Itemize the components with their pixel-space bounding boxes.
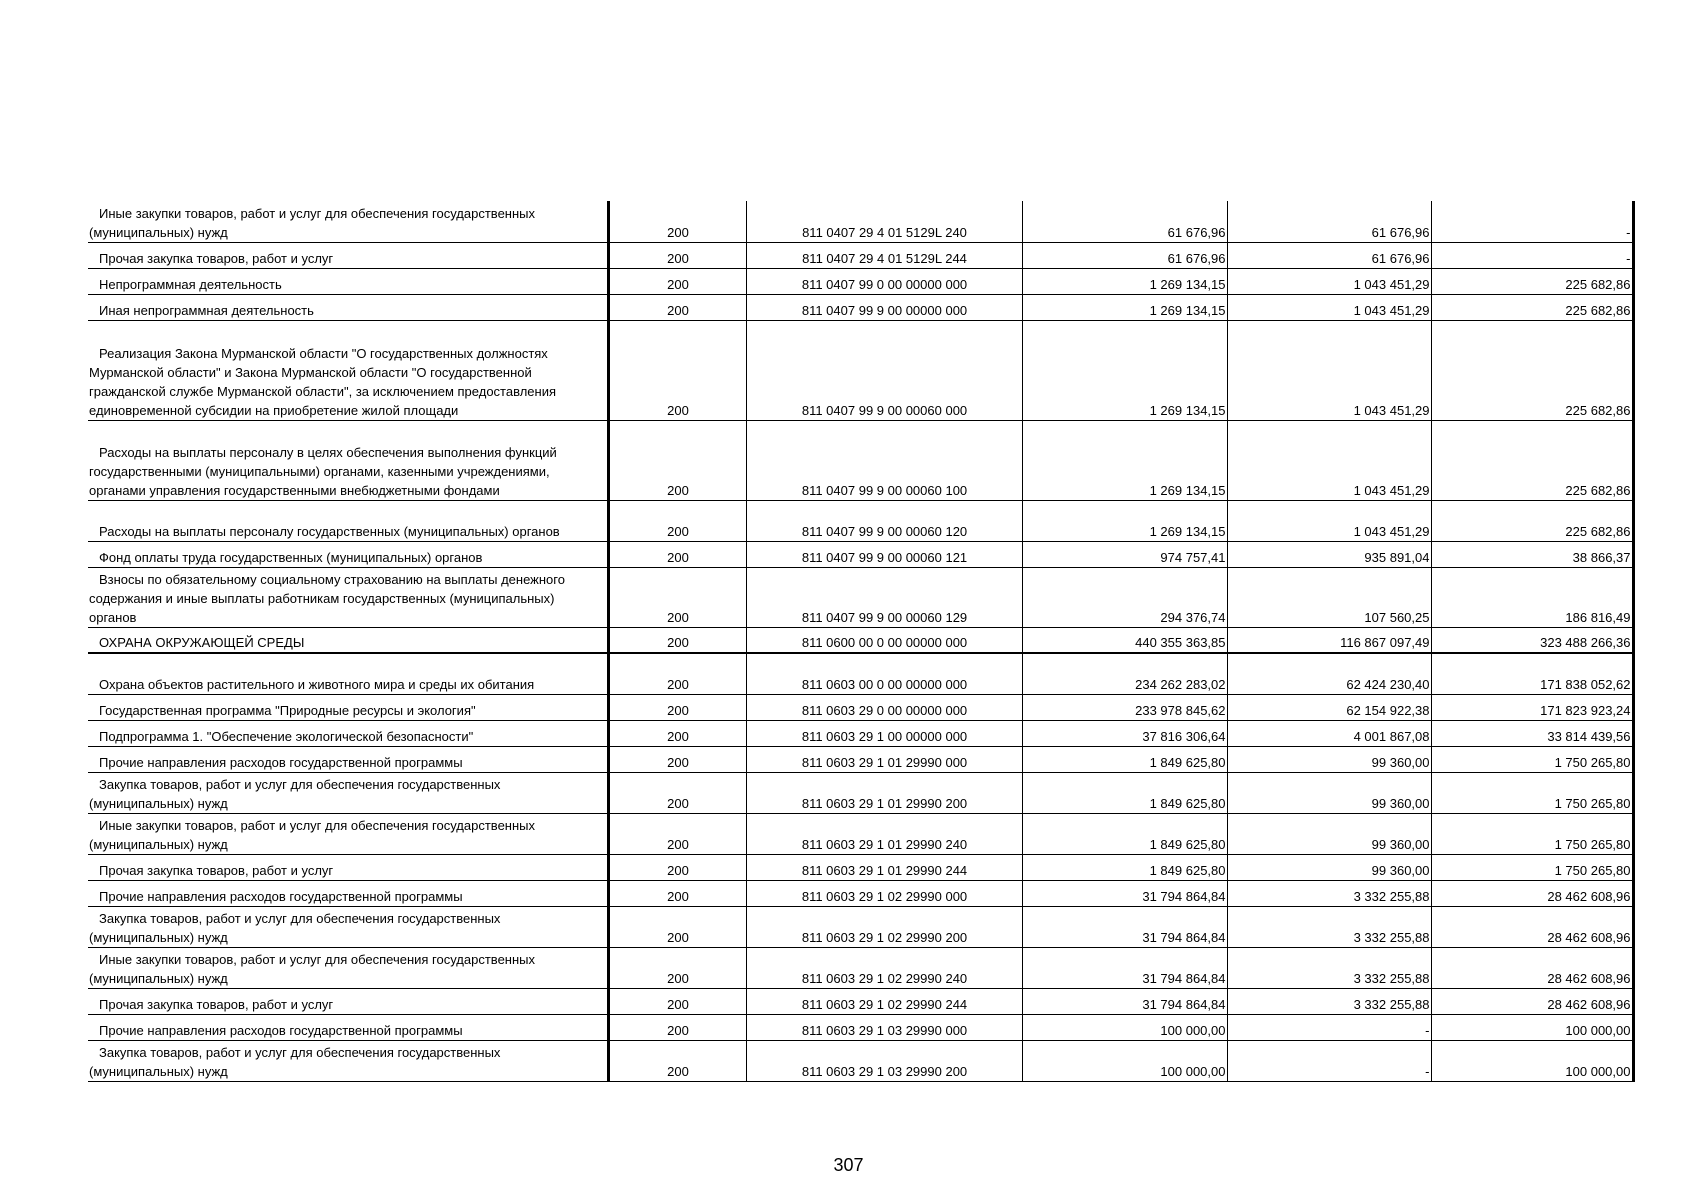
row-remaining-amount: 1 750 265,80 [1431,746,1633,772]
row-name: Закупка товаров, работ и услуг для обеспечения государственных (муниципальных) нужд [88,906,608,947]
row-classification-code: 811 0603 29 1 03 29990 200 [746,1040,1022,1081]
row-executed-amount: 99 360,00 [1227,746,1431,772]
row-name: Иные закупки товаров, работ и услуг для обеспечения государственных (муниципальных) нужд [88,201,608,242]
table-row [88,746,1633,772]
row-executed-amount: 116 867 097,49 [1227,627,1431,653]
row-name: Прочие направления расходов государственной программы [88,746,608,772]
row-remaining-amount: 28 462 608,96 [1431,947,1633,988]
row-name: Закупка товаров, работ и услуг для обеспечения государственных (муниципальных) нужд [88,1040,608,1081]
row-type-code: 200 [608,988,746,1014]
row-type-code: 200 [608,694,746,720]
row-type-code: 200 [608,294,746,320]
row-remaining-amount: 225 682,86 [1431,320,1633,420]
row-type-code: 200 [608,854,746,880]
table-row [88,653,1633,694]
row-approved-amount: 31 794 864,84 [1022,906,1227,947]
row-classification-code: 811 0407 29 4 01 5129L 244 [746,242,1022,268]
row-name: Иные закупки товаров, работ и услуг для обеспечения государственных (муниципальных) нужд [88,947,608,988]
row-type-code: 200 [608,1040,746,1081]
row-approved-amount: 233 978 845,62 [1022,694,1227,720]
row-type-code: 200 [608,201,746,242]
row-name: Расходы на выплаты персоналу государственных (муниципальных) органов [88,500,608,541]
row-approved-amount: 100 000,00 [1022,1014,1227,1040]
row-executed-amount: 99 360,00 [1227,772,1431,813]
table-row [88,1014,1633,1040]
row-classification-code: 811 0407 99 9 00 00060 129 [746,567,1022,627]
row-executed-amount: 1 043 451,29 [1227,420,1431,500]
row-classification-code: 811 0603 29 1 02 29990 000 [746,880,1022,906]
page-number: 307 [833,1155,864,1175]
row-classification-code: 811 0407 99 0 00 00000 000 [746,268,1022,294]
row-name: Закупка товаров, работ и услуг для обеспечения государственных (муниципальных) нужд [88,772,608,813]
row-remaining-amount: 323 488 266,36 [1431,627,1633,653]
row-classification-code: 811 0603 29 1 01 29990 244 [746,854,1022,880]
row-remaining-amount: - [1431,242,1633,268]
table-row [88,772,1633,813]
table-row [88,694,1633,720]
row-approved-amount: 974 757,41 [1022,541,1227,567]
row-approved-amount: 31 794 864,84 [1022,880,1227,906]
row-approved-amount: 1 269 134,15 [1022,294,1227,320]
row-approved-amount: 37 816 306,64 [1022,720,1227,746]
row-name: Расходы на выплаты персоналу в целях обеспечения выполнения функций государственными (муниципальными) органами, казенными учреждениями, органами управления государственными внебюджетными фондами [88,420,608,500]
table-row [88,541,1633,567]
row-type-code: 200 [608,746,746,772]
table-row [88,567,1633,627]
row-remaining-amount: 171 823 923,24 [1431,694,1633,720]
row-remaining-amount: 225 682,86 [1431,294,1633,320]
table-row [88,988,1633,1014]
row-remaining-amount: 1 750 265,80 [1431,813,1633,854]
row-remaining-amount: 225 682,86 [1431,500,1633,541]
table-row [88,627,1633,653]
row-classification-code: 811 0407 99 9 00 00060 100 [746,420,1022,500]
row-remaining-amount: 225 682,86 [1431,420,1633,500]
table-row [88,880,1633,906]
row-approved-amount: 294 376,74 [1022,567,1227,627]
row-classification-code: 811 0603 29 1 02 29990 244 [746,988,1022,1014]
row-executed-amount: 935 891,04 [1227,541,1431,567]
row-type-code: 200 [608,268,746,294]
table-row [88,268,1633,294]
row-approved-amount: 100 000,00 [1022,1040,1227,1081]
row-executed-amount: - [1227,1040,1431,1081]
row-executed-amount: - [1227,1014,1431,1040]
row-remaining-amount: 38 866,37 [1431,541,1633,567]
row-classification-code: 811 0603 29 1 01 29990 200 [746,772,1022,813]
row-executed-amount: 62 424 230,40 [1227,653,1431,694]
row-classification-code: 811 0603 29 1 02 29990 240 [746,947,1022,988]
row-type-code: 200 [608,627,746,653]
table-row [88,947,1633,988]
row-approved-amount: 61 676,96 [1022,201,1227,242]
row-type-code: 200 [608,567,746,627]
row-name: Иная непрограммная деятельность [88,294,608,320]
row-approved-amount: 1 849 625,80 [1022,746,1227,772]
row-type-code: 200 [608,653,746,694]
row-executed-amount: 3 332 255,88 [1227,988,1431,1014]
row-remaining-amount: 171 838 052,62 [1431,653,1633,694]
row-type-code: 200 [608,420,746,500]
row-name: Непрограммная деятельность [88,268,608,294]
row-executed-amount: 3 332 255,88 [1227,947,1431,988]
row-executed-amount: 1 043 451,29 [1227,500,1431,541]
row-executed-amount: 61 676,96 [1227,242,1431,268]
row-approved-amount: 1 849 625,80 [1022,772,1227,813]
table-row [88,320,1633,420]
table-row [88,500,1633,541]
row-remaining-amount: 100 000,00 [1431,1014,1633,1040]
row-approved-amount: 1 269 134,15 [1022,500,1227,541]
row-name: Государственная программа "Природные ресурсы и экология" [88,694,608,720]
row-name: Охрана объектов растительного и животного мира и среды их обитания [88,653,608,694]
row-name: Прочая закупка товаров, работ и услуг [88,242,608,268]
row-name: Прочие направления расходов государственной программы [88,1014,608,1040]
row-approved-amount: 1 269 134,15 [1022,320,1227,420]
row-type-code: 200 [608,320,746,420]
row-executed-amount: 4 001 867,08 [1227,720,1431,746]
row-remaining-amount: 28 462 608,96 [1431,906,1633,947]
row-executed-amount: 107 560,25 [1227,567,1431,627]
row-classification-code: 811 0407 99 9 00 00060 120 [746,500,1022,541]
row-approved-amount: 31 794 864,84 [1022,947,1227,988]
row-remaining-amount: 1 750 265,80 [1431,854,1633,880]
row-approved-amount: 1 269 134,15 [1022,268,1227,294]
row-remaining-amount: - [1431,201,1633,242]
row-approved-amount: 1 849 625,80 [1022,854,1227,880]
table-row [88,813,1633,854]
row-classification-code: 811 0407 99 9 00 00060 000 [746,320,1022,420]
row-executed-amount: 1 043 451,29 [1227,320,1431,420]
row-name: Прочая закупка товаров, работ и услуг [88,854,608,880]
row-name: Взносы по обязательному социальному страхованию на выплаты денежного содержания и иные выплаты работникам государственных (муниципальных) органов [88,567,608,627]
row-executed-amount: 99 360,00 [1227,813,1431,854]
row-remaining-amount: 225 682,86 [1431,268,1633,294]
table-row [88,420,1633,500]
row-classification-code: 811 0603 29 1 03 29990 000 [746,1014,1022,1040]
row-approved-amount: 440 355 363,85 [1022,627,1227,653]
row-classification-code: 811 0603 29 1 02 29990 200 [746,906,1022,947]
row-executed-amount: 99 360,00 [1227,854,1431,880]
row-name: Реализация Закона Мурманской области "О государственных должностях Мурманской области" и Закона Мурманской области "О государственной гражданской службе Мурманской области", за исключением предоставления единовременной субсидии на приобретение жилой площади [88,320,608,420]
table-row [88,294,1633,320]
row-type-code: 200 [608,1014,746,1040]
row-executed-amount: 1 043 451,29 [1227,294,1431,320]
row-name: Подпрограмма 1. "Обеспечение экологической безопасности" [88,720,608,746]
table-row [88,720,1633,746]
row-type-code: 200 [608,880,746,906]
row-type-code: 200 [608,772,746,813]
row-classification-code: 811 0407 99 9 00 00000 000 [746,294,1022,320]
row-remaining-amount: 28 462 608,96 [1431,880,1633,906]
row-classification-code: 811 0407 99 9 00 00060 121 [746,541,1022,567]
table-row [88,1040,1633,1081]
row-approved-amount: 1 849 625,80 [1022,813,1227,854]
table-row [88,201,1633,242]
row-remaining-amount: 1 750 265,80 [1431,772,1633,813]
row-approved-amount: 1 269 134,15 [1022,420,1227,500]
table-row [88,906,1633,947]
row-name: Прочие направления расходов государственной программы [88,880,608,906]
row-executed-amount: 61 676,96 [1227,201,1431,242]
row-classification-code: 811 0407 29 4 01 5129L 240 [746,201,1022,242]
row-type-code: 200 [608,947,746,988]
row-type-code: 200 [608,720,746,746]
row-executed-amount: 62 154 922,38 [1227,694,1431,720]
row-type-code: 200 [608,813,746,854]
table-row [88,242,1633,268]
row-type-code: 200 [608,500,746,541]
row-name: Иные закупки товаров, работ и услуг для обеспечения государственных (муниципальных) нужд [88,813,608,854]
row-type-code: 200 [608,906,746,947]
row-remaining-amount: 186 816,49 [1431,567,1633,627]
row-classification-code: 811 0603 29 1 01 29990 240 [746,813,1022,854]
row-executed-amount: 3 332 255,88 [1227,906,1431,947]
row-executed-amount: 3 332 255,88 [1227,880,1431,906]
row-classification-code: 811 0603 29 1 00 00000 000 [746,720,1022,746]
row-approved-amount: 61 676,96 [1022,242,1227,268]
row-name: Прочая закупка товаров, работ и услуг [88,988,608,1014]
row-classification-code: 811 0603 00 0 00 00000 000 [746,653,1022,694]
row-classification-code: 811 0603 29 1 01 29990 000 [746,746,1022,772]
row-type-code: 200 [608,242,746,268]
table-row [88,854,1633,880]
row-type-code: 200 [608,541,746,567]
row-classification-code: 811 0603 29 0 00 00000 000 [746,694,1022,720]
budget-execution-table [88,201,1635,1082]
row-classification-code: 811 0600 00 0 00 00000 000 [746,627,1022,653]
row-executed-amount: 1 043 451,29 [1227,268,1431,294]
row-remaining-amount: 100 000,00 [1431,1040,1633,1081]
row-name: ОХРАНА ОКРУЖАЮЩЕЙ СРЕДЫ [88,627,608,653]
row-approved-amount: 234 262 283,02 [1022,653,1227,694]
row-approved-amount: 31 794 864,84 [1022,988,1227,1014]
row-name: Фонд оплаты труда государственных (муниципальных) органов [88,541,608,567]
row-remaining-amount: 28 462 608,96 [1431,988,1633,1014]
row-remaining-amount: 33 814 439,56 [1431,720,1633,746]
